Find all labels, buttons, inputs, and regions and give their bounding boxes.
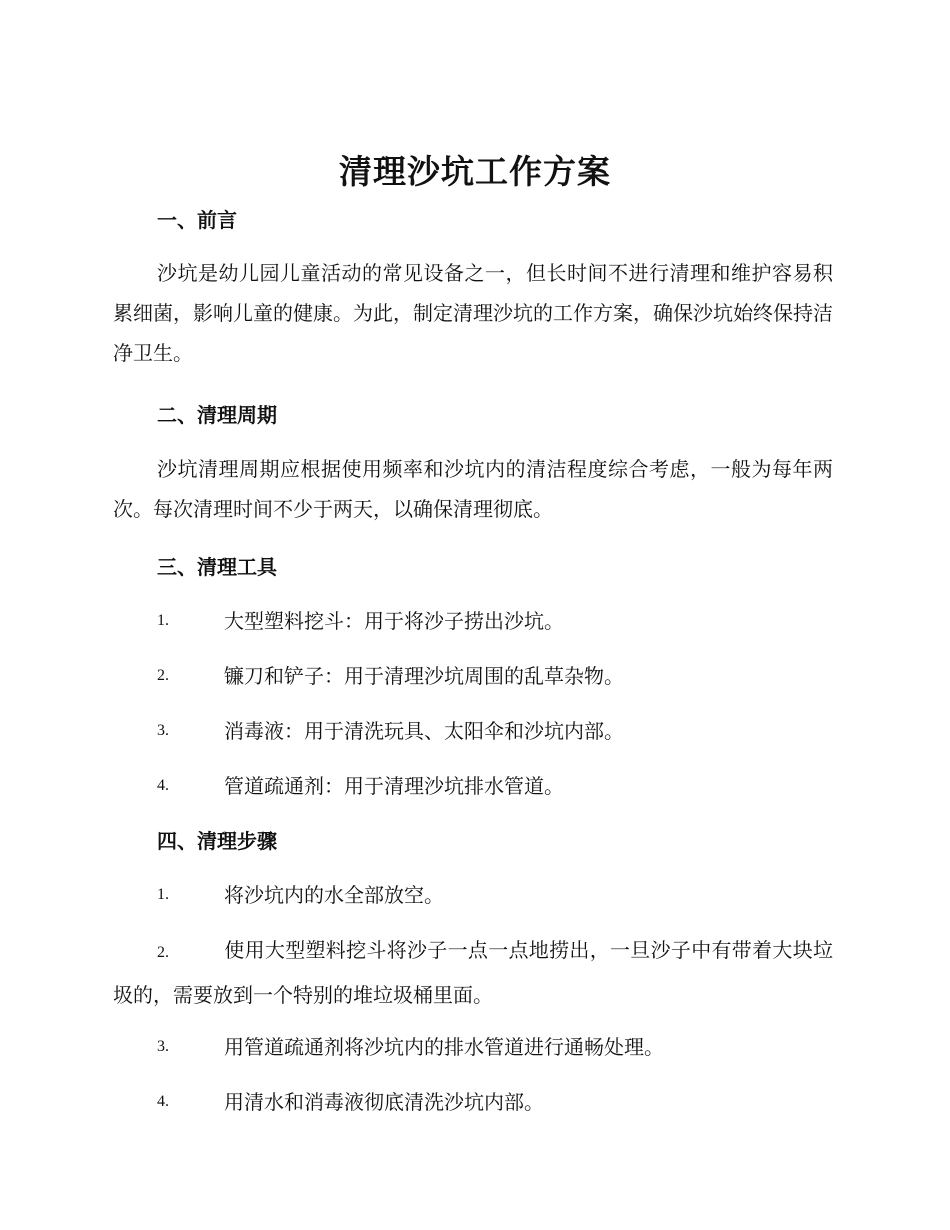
list-item: [113, 929, 833, 1016]
list-item-number: 2.: [157, 667, 169, 684]
section-heading-cycle: 二、清理周期: [157, 403, 277, 427]
list-item-text: 使用大型塑料挖斗将沙子一点一点地捞出，一旦沙子中有带着大块垃圾的，需要放到一个特别的堆垃圾桶里面。: [113, 938, 833, 1007]
section-heading-steps: 四、清理步骤: [157, 829, 277, 853]
list-item-number: 1.: [157, 612, 169, 629]
list-item-number: 3.: [157, 1038, 169, 1055]
list-item-text: 消毒液：用于清洗玩具、太阳伞和沙坑内部。: [224, 719, 624, 743]
section-paragraph-cycle: 沙坑清理周期应根据使用频率和沙坑内的清洁程度综合考虑，一般为每年两次。每次清理时间不少于两天，以确保清理彻底。: [113, 457, 833, 521]
list-item-number: 4.: [157, 777, 169, 794]
list-item-text: 将沙坑内的水全部放空。: [224, 883, 444, 907]
list-item-text: 用清水和消毒液彻底清洗沙坑内部。: [224, 1090, 544, 1114]
section-paragraph-preface: 沙坑是幼儿园儿童活动的常见设备之一，但长时间不进行清理和维护容易积累细菌，影响儿童的健康。为此，制定清理沙坑的工作方案，确保沙坑始终保持洁净卫生。: [113, 261, 833, 365]
list-item-number: 3.: [157, 722, 169, 739]
list-item-number: 1.: [157, 886, 169, 903]
section-heading-preface: 一、前言: [157, 208, 237, 232]
list-item-text: 大型塑料挖斗：用于将沙子捞出沙坑。: [224, 609, 564, 633]
document-title: 清理沙坑工作方案: [339, 152, 611, 191]
list-item-number: 2.: [157, 944, 169, 961]
section-heading-tools: 三、清理工具: [157, 555, 277, 579]
list-item-number: 4.: [157, 1093, 169, 1110]
list-item-text: 镰刀和铲子：用于清理沙坑周围的乱草杂物。: [224, 664, 624, 688]
list-item-text: 管道疏通剂：用于清理沙坑排水管道。: [224, 774, 564, 798]
list-item-text: 用管道疏通剂将沙坑内的排水管道进行通畅处理。: [224, 1035, 664, 1059]
